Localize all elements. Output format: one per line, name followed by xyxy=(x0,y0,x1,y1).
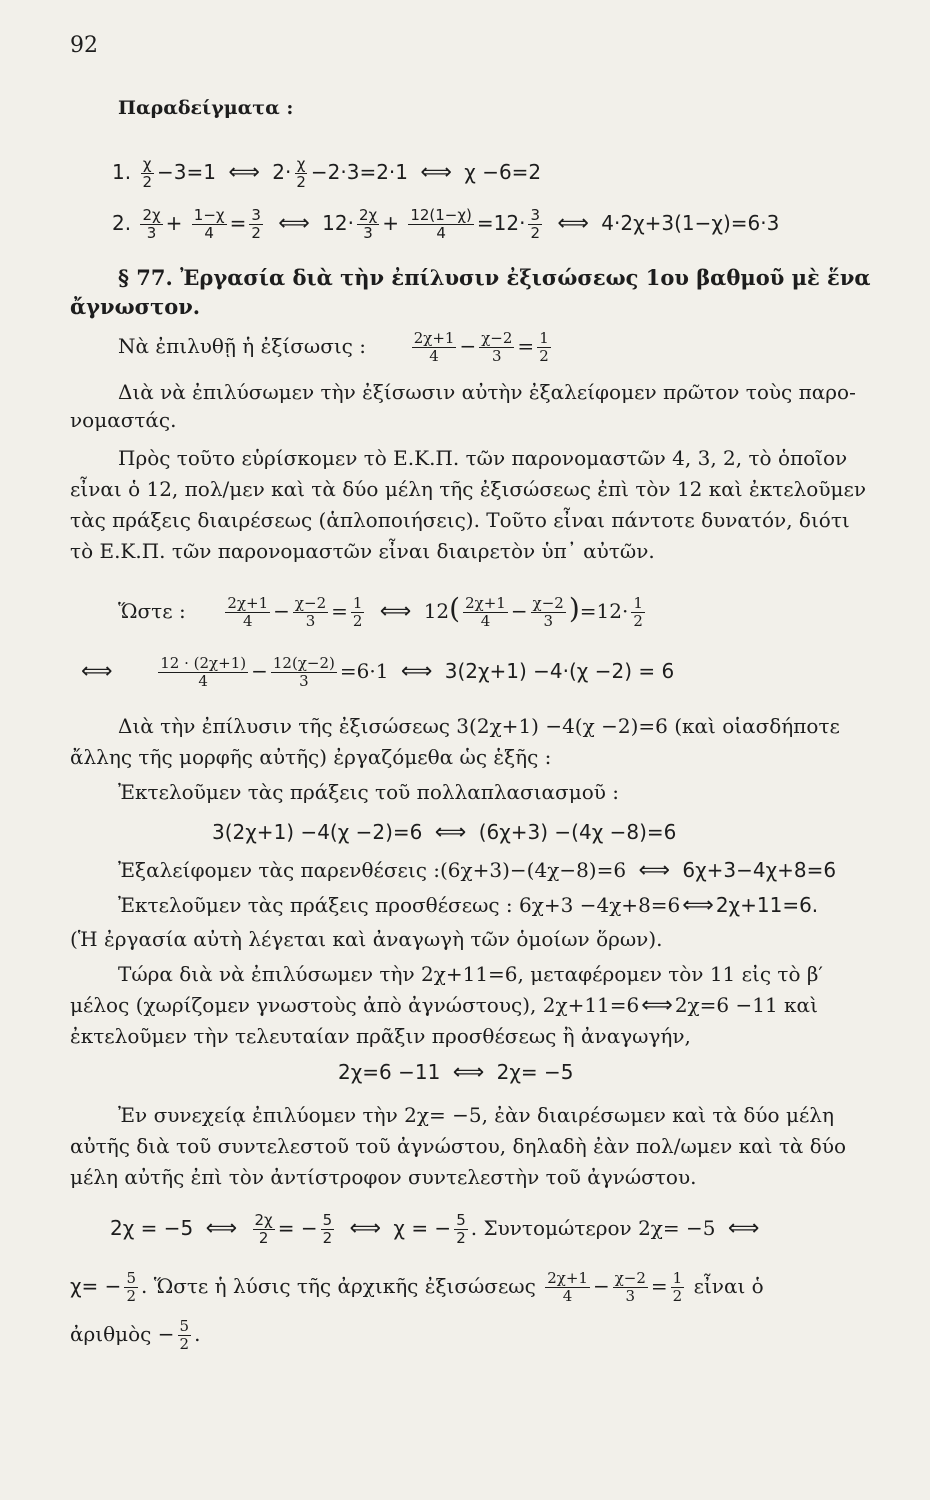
equation-part: ἀριθμὸς − xyxy=(70,1322,175,1346)
double-arrow-icon: ⟺ xyxy=(228,160,260,185)
fraction-denominator: 3 xyxy=(543,612,553,630)
paragraph-line: Διὰ νὰ ἐπιλύσωμεν τὴν ἐξίσωσιν αὐτὴν ἐξαλείφομεν πρῶτον τοὺς παρο- xyxy=(118,380,856,404)
operator: =12· xyxy=(579,599,629,623)
paragraph-line: τὰς πράξεις διαιρέσεως (ἁπλοποιήσεις). Τοῦτο εἶναι πάντοτε δυνατόν, διότι xyxy=(70,508,850,532)
fraction-numerator: 12 · (2χ+1) xyxy=(160,654,247,672)
example-number: 1. xyxy=(112,160,132,184)
double-arrow-icon: ⟺ xyxy=(400,659,433,684)
paragraph-line: Ἐν συνεχείᾳ ἐπιλύομεν τὴν 2χ= −5, ἐὰν διαιρέσωμεν καὶ τὰ δύο μέλη xyxy=(118,1103,834,1127)
operator: − xyxy=(510,599,528,623)
hoste-equation xyxy=(118,592,648,630)
fraction-numerator: 1 xyxy=(633,594,643,612)
double-arrow-icon: ⟺ xyxy=(278,211,310,236)
section-title-cont: ἄγνωστον. xyxy=(70,294,201,319)
fraction-denominator: 3 xyxy=(299,672,309,690)
fraction-numerator: 1 xyxy=(352,594,363,612)
equation-part: 12 xyxy=(423,599,450,623)
fraction-denominator: 2 xyxy=(251,224,261,242)
fraction-denominator: 3 xyxy=(492,347,502,365)
double-arrow-icon: ⟺ xyxy=(420,160,452,185)
paragraph-line: ἄλλης τῆς μορφῆς αὐτῆς) ἐργαζόμεθα ὡς ἑξῆς : xyxy=(70,745,552,769)
fraction-numerator: 2χ+1 xyxy=(465,594,506,612)
equation-part: 3(2χ+1) −4·(χ −2) = 6 xyxy=(444,659,675,683)
fraction-numerator: 2χ xyxy=(254,1211,273,1229)
fraction-denominator: 2 xyxy=(179,1335,190,1353)
examples-heading: Παραδείγματα : xyxy=(118,97,294,119)
equation-part: 4·2χ+3(1−χ)=6·3 xyxy=(601,211,780,235)
operator: − xyxy=(273,599,290,623)
double-arrow-icon: ⟺ xyxy=(452,1060,485,1085)
paragraph-line: αὐτῆς διὰ τοῦ συντελεστοῦ τοῦ ἀγνώστου, δηλαδὴ ἐὰν πολ/ωμεν καὶ τὰ δύο xyxy=(70,1134,847,1158)
paragraph-line: εἶναι ὁ 12, πολ/μεν καὶ τὰ δύο μέλη τῆς ἐξισώσεως ἐπὶ τὸν 12 καὶ ἐκτελοῦμεν xyxy=(70,477,867,501)
fraction-denominator: 3 xyxy=(146,224,157,242)
fraction-denominator: 3 xyxy=(305,612,316,630)
example-2-line xyxy=(112,207,779,242)
paragraph-line: Ἐκτελοῦμεν τὰς πράξεις τοῦ πολλαπλασιασμοῦ : xyxy=(118,780,619,804)
double-arrow-icon: ⟺ xyxy=(557,211,589,236)
equation-part: . xyxy=(194,1322,201,1346)
fraction-denominator: 4 xyxy=(198,672,208,690)
fraction-denominator: 2 xyxy=(126,1287,136,1305)
double-arrow-icon: ⟺ xyxy=(205,1216,238,1241)
fraction-denominator: 2 xyxy=(456,1229,466,1247)
final-answer-line xyxy=(70,1318,200,1353)
operator: = xyxy=(229,211,247,235)
operator: =12· xyxy=(476,211,526,235)
fraction-denominator: 2 xyxy=(296,173,306,191)
paragraph-line: Πρὸς τοῦτο εὑρίσκομεν τὸ Ε.Κ.Π. τῶν παρονομαστῶν 4, 3, 2, τὸ ὁποῖον xyxy=(118,446,848,470)
equation-line xyxy=(212,820,676,845)
fraction-denominator: 4 xyxy=(480,612,491,630)
paragraph-line: μέλη αὐτῆς ἐπὶ τὸν ἀντίστροφον συντελεστὴν τοῦ ἀγνώστου. xyxy=(70,1165,697,1189)
double-arrow-icon: ⟺ xyxy=(682,893,714,918)
equation-part: −2·3=2·1 xyxy=(310,160,409,184)
operator: = xyxy=(650,1274,668,1298)
fraction-denominator: 3 xyxy=(625,1287,636,1305)
equation-part: χ −6=2 xyxy=(464,160,542,184)
paragraph-line: (Ἡ ἐργασία αὐτὴ λέγεται καὶ ἀναγωγὴ τῶν ὁμοίων ὅρων). xyxy=(70,927,663,951)
equation-part: 3(2χ+1) −4(χ −2)=6 xyxy=(212,820,423,844)
fraction-numerator: 2χ+1 xyxy=(547,1269,588,1287)
fraction-numerator: χ−2 xyxy=(481,329,513,347)
equation-part: −3=1 xyxy=(157,160,216,184)
fraction-numerator: 1−χ xyxy=(193,206,225,224)
equation-line xyxy=(118,893,818,918)
operator: − xyxy=(592,1274,610,1298)
fraction-numerator: 1 xyxy=(539,329,549,347)
double-arrow-icon: ⟺ xyxy=(434,820,467,845)
paragraph-line: Διὰ τὴν ἐπίλυσιν τῆς ἐξισώσεως 3(2χ+1) −4(χ −2)=6 (καὶ οἱασδήποτε xyxy=(118,714,840,738)
fraction-denominator: 3 xyxy=(363,224,373,242)
double-arrow-icon: ⟺ xyxy=(727,1216,760,1241)
paren: ) xyxy=(568,592,580,625)
fraction-denominator: 2 xyxy=(633,612,643,630)
double-arrow-icon: ⟺ xyxy=(81,659,113,684)
fraction-numerator: χ−2 xyxy=(294,594,327,612)
double-arrow-icon: ⟺ xyxy=(641,993,673,1018)
fraction-denominator: 2 xyxy=(322,1229,333,1247)
fraction-numerator: χ−2 xyxy=(532,594,564,612)
fraction-numerator: 3 xyxy=(530,206,541,224)
fraction-denominator: 4 xyxy=(429,347,439,365)
section-title: § 77. Ἐργασία διὰ τὴν ἐπίλυσιν ἐξισώσεως 1ου βαθμοῦ μὲ ἕνα xyxy=(118,265,871,290)
label: Ὥστε : xyxy=(118,599,186,623)
equation-part: 2· xyxy=(272,160,292,184)
equation-part: 2χ=6 −11 xyxy=(338,1060,441,1084)
fraction-denominator: 4 xyxy=(204,224,214,242)
paragraph-line xyxy=(70,993,818,1018)
fraction-numerator: 5 xyxy=(456,1211,466,1229)
fraction-denominator: 2 xyxy=(258,1229,269,1247)
equation-part: (6χ+3) −(4χ −8)=6 xyxy=(478,820,677,844)
fraction-denominator: 2 xyxy=(142,173,152,191)
operator: + xyxy=(165,211,183,235)
equation-part: 2χ=6 −11 καὶ xyxy=(674,993,818,1017)
fraction-numerator: 2χ+1 xyxy=(413,329,455,347)
equation-part: 2χ= −5 xyxy=(496,1060,574,1084)
paragraph-line: Τώρα διὰ νὰ ἐπιλύσωμεν τὴν 2χ+11=6, μεταφέρομεν τὸν 11 εἰς τὸ β′ xyxy=(118,962,823,986)
paragraph-line: τὸ Ε.Κ.Π. τῶν παρονομαστῶν εἶναι διαιρετὸν ὑπ᾿ αὐτῶν. xyxy=(70,539,655,563)
fraction-denominator: 2 xyxy=(530,224,541,242)
paragraph-line: νομαστάς. xyxy=(70,408,177,432)
fraction-denominator: 4 xyxy=(562,1287,573,1305)
double-arrow-icon: ⟺ xyxy=(638,858,671,883)
fraction-numerator: 5 xyxy=(179,1317,190,1335)
equation-part: εἶναι ὁ xyxy=(693,1274,764,1298)
fraction-denominator: 2 xyxy=(672,1287,683,1305)
operator: + xyxy=(382,211,399,235)
example-number: 2. xyxy=(112,211,132,235)
equation-part: μέλος (χωρίζομεν γνωστοὺς ἀπὸ ἀγνώστους), 2χ+11=6 xyxy=(70,993,640,1017)
fraction-numerator: 2χ xyxy=(358,206,378,224)
equation-part: 12· xyxy=(322,211,354,235)
double-arrow-icon: ⟺ xyxy=(379,599,412,624)
operator: = xyxy=(517,334,535,358)
equation-part: χ= − xyxy=(70,1274,122,1298)
fraction-numerator: 2χ xyxy=(142,206,161,224)
operator: − xyxy=(251,659,268,683)
operator: =6·1 xyxy=(339,659,389,683)
step-2-equation xyxy=(75,655,674,690)
problem-intro: Νὰ ἐπιλυθῇ ἡ ἐξίσωσις : xyxy=(118,334,366,358)
fraction-numerator: χ xyxy=(296,155,306,173)
paren: ( xyxy=(449,592,461,625)
fraction-numerator: 12(1−χ) xyxy=(410,206,472,224)
final-solution-line xyxy=(70,1270,764,1305)
fraction-numerator: 5 xyxy=(126,1269,136,1287)
fraction-numerator: 2χ+1 xyxy=(227,594,269,612)
equation-part: 2χ = −5 xyxy=(110,1216,194,1240)
fraction-denominator: 2 xyxy=(352,612,363,630)
problem-statement xyxy=(118,330,554,365)
operator: = xyxy=(331,599,348,623)
page-number: 92 xyxy=(70,33,98,58)
fraction-denominator: 2 xyxy=(539,347,549,365)
operator: − xyxy=(459,334,477,358)
equation-part: χ = − xyxy=(393,1216,452,1240)
operator: = − xyxy=(277,1216,318,1240)
fraction-numerator: 5 xyxy=(322,1211,333,1229)
fraction-numerator: 3 xyxy=(251,206,261,224)
fraction-numerator: χ xyxy=(142,155,152,173)
equation-part: . Συντομώτερον 2χ= −5 xyxy=(470,1216,716,1240)
equation-part: . Ὥστε ἡ λύσις τῆς ἀρχικῆς ἐξισώσεως xyxy=(140,1274,536,1298)
final-equation-line xyxy=(110,1212,765,1247)
fraction-denominator: 4 xyxy=(436,224,446,242)
fraction-numerator: 12(χ−2) xyxy=(272,654,335,672)
equation-part: Ἐξαλείφομεν τὰς παρενθέσεις :(6χ+3)−(4χ−8)=6 xyxy=(118,858,627,882)
equation-part: 2χ+11=6. xyxy=(715,893,819,917)
equation-part: 6χ+3−4χ+8=6 xyxy=(682,858,837,882)
fraction-numerator: 1 xyxy=(672,1269,683,1287)
double-arrow-icon: ⟺ xyxy=(349,1216,382,1241)
paragraph-line: ἐκτελοῦμεν τὴν τελευταίαν πρᾶξιν προσθέσεως ἢ ἀναγωγήν, xyxy=(70,1024,691,1048)
fraction-numerator: χ−2 xyxy=(614,1269,646,1287)
fraction-denominator: 4 xyxy=(243,612,253,630)
equation-line xyxy=(338,1060,573,1085)
equation-line xyxy=(118,858,836,883)
equation-part: Ἐκτελοῦμεν τὰς πράξεις προσθέσεως : 6χ+3 −4χ+8=6 xyxy=(118,893,681,917)
example-1-line xyxy=(112,156,541,191)
